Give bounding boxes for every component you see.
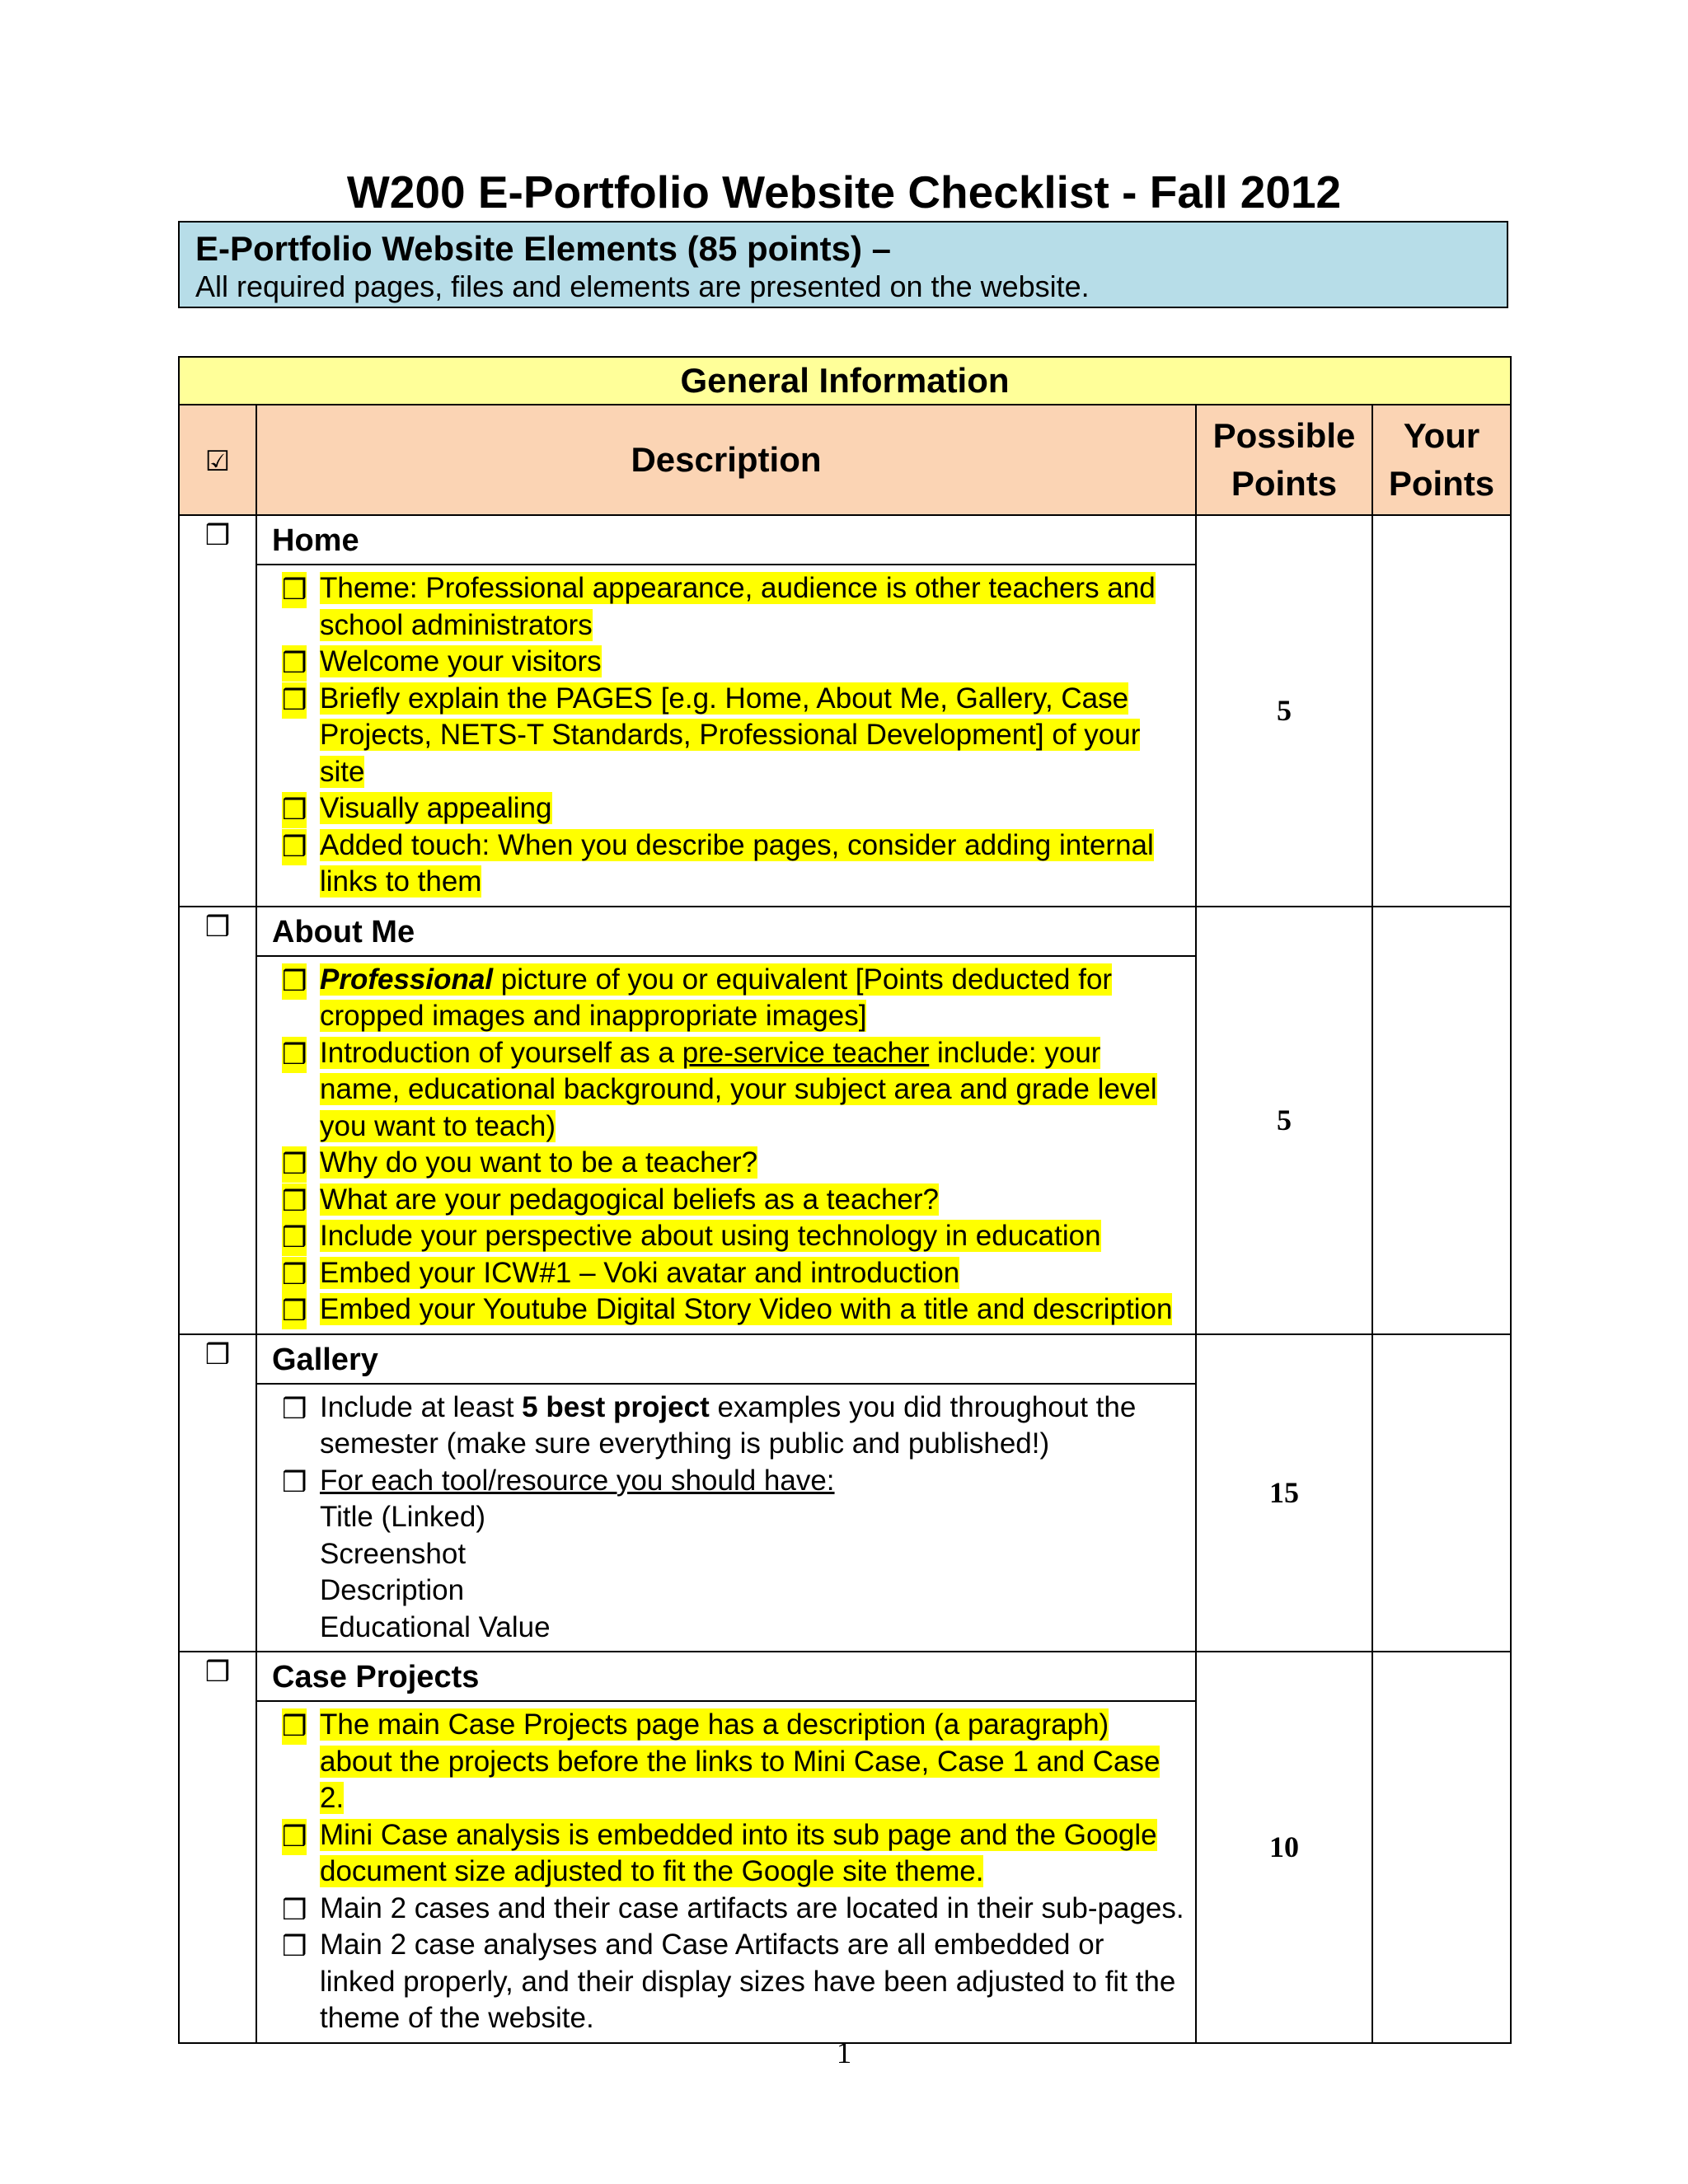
your-points-cell[interactable]: [1372, 1334, 1511, 1652]
checkbox-icon[interactable]: ❒: [282, 792, 307, 828]
list-item: [270, 1255, 1185, 1292]
checkbox-icon[interactable]: ❒: [282, 1220, 307, 1256]
item-text: [320, 1708, 1160, 1814]
item-text-body: Main 2 cases and their case artifacts are located in their sub-pages.: [320, 1891, 1184, 1924]
list-item: [270, 1927, 1185, 2037]
item-text: [320, 1257, 959, 1289]
requirement-list: [257, 565, 1195, 906]
item-text: [320, 645, 602, 677]
checkbox-icon[interactable]: ❒: [282, 963, 307, 1000]
checkbox-icon[interactable]: ❒: [282, 829, 307, 865]
item-text-body: Main 2 case analyses and Case Artifacts are all embedded or linked properly, and their display sizes have been adjusted to fit the theme of the website.: [320, 1929, 1176, 2034]
checkbox-icon[interactable]: ❒: [204, 911, 231, 943]
checkbox-icon[interactable]: ❒: [282, 1183, 307, 1220]
item-text: [320, 1391, 1136, 1460]
row-title: Gallery: [257, 1335, 1195, 1385]
checkbox-icon[interactable]: ❒: [282, 1894, 307, 1926]
item-text-body: Theme: Professional appearance, audience is other teachers and school administrators: [320, 572, 1156, 641]
checkbox-icon[interactable]: ❒: [204, 1657, 231, 1688]
row-checkbox-cell: [179, 1652, 256, 2043]
row-title: Home: [257, 516, 1195, 565]
row-description-cell: [256, 1652, 1196, 2043]
item-text: [320, 1146, 757, 1179]
header-your-points: Your Points: [1372, 405, 1511, 515]
page-number: 1: [836, 2036, 852, 2070]
your-points-cell[interactable]: [1372, 515, 1511, 907]
item-text-body: include: your name, educational background, your subject area and grade level you want to teach): [320, 1036, 1157, 1142]
item-text: [320, 1293, 1172, 1325]
banner-subtext: All required pages, files and elements are presented on the website.: [195, 269, 1090, 303]
checkbox-icon[interactable]: ❒: [282, 572, 307, 608]
item-text-lead: Introduction of yourself as a: [320, 1036, 682, 1069]
checkbox-icon[interactable]: ❒: [282, 1146, 307, 1183]
item-text-lead: Include at least: [320, 1390, 523, 1423]
list-item: [270, 1145, 1185, 1182]
item-text-body: Why do you want to be a teacher?: [320, 1146, 758, 1179]
row-description-cell: [256, 907, 1196, 1334]
checklist-row-gallery: [179, 1334, 1511, 1652]
page-title: W200 E-Portfolio Website Checklist - Fall 2012: [346, 166, 1342, 218]
your-points-cell[interactable]: [1372, 907, 1511, 1334]
item-text: [320, 829, 1154, 898]
possible-points-value: 5: [1196, 515, 1372, 907]
list-item: [270, 1817, 1185, 1891]
item-text: [320, 792, 552, 824]
possible-points-value: 10: [1196, 1652, 1372, 2043]
item-text: [320, 1929, 1175, 2034]
checked-box-icon: ☑: [204, 445, 231, 477]
list-item: [270, 1218, 1185, 1255]
item-text-body: Welcome your visitors: [320, 645, 602, 677]
list-item: [270, 827, 1185, 901]
your-points-cell[interactable]: [1372, 1652, 1511, 2043]
item-text: [320, 1465, 835, 1497]
list-item: [270, 962, 1185, 1035]
checkbox-icon[interactable]: ❒: [282, 1393, 307, 1425]
possible-points-value: 15: [1196, 1334, 1372, 1652]
item-text-body: Embed your ICW#1 – Voki avatar and introduction: [320, 1256, 960, 1289]
section-header-row: [179, 357, 1511, 405]
list-item: [270, 681, 1185, 791]
banner-heading: E-Portfolio Website Elements (85 points) –: [195, 229, 892, 268]
header-description: Description: [256, 405, 1196, 515]
item-text-body: Embed your Youtube Digital Story Video with a title and description: [320, 1293, 1173, 1325]
checklist-row-home: [179, 515, 1511, 907]
checkbox-icon[interactable]: ❒: [282, 1037, 307, 1073]
list-item: [270, 1891, 1185, 1928]
checkbox-icon[interactable]: ❒: [282, 1293, 307, 1329]
item-text-body: examples you did throughout the semester (make sure everything is public and published!): [320, 1390, 1137, 1460]
item-text-emphasis: Professional: [320, 963, 494, 996]
list-item: [270, 1035, 1185, 1146]
section-title: General Information: [179, 357, 1511, 405]
item-text-body: Include your perspective about using technology in education: [320, 1220, 1101, 1252]
item-text: [320, 963, 1112, 1033]
item-text: [320, 572, 1156, 641]
item-text-body: The main Case Projects page has a description (a paragraph) about the projects before the links to Mini Case, Case 1 and Case 2.: [320, 1708, 1160, 1814]
row-description-cell: [256, 1334, 1196, 1652]
checkbox-icon[interactable]: ❒: [282, 1257, 307, 1293]
row-title: Case Projects: [257, 1652, 1195, 1702]
row-checkbox-cell: [179, 1334, 256, 1652]
list-item: [270, 644, 1185, 681]
item-text-body: What are your pedagogical beliefs as a teacher?: [320, 1183, 940, 1216]
requirement-list: [257, 1702, 1195, 2042]
item-text: [320, 682, 1140, 788]
item-text: [320, 1819, 1157, 1888]
row-checkbox-cell: [179, 515, 256, 907]
list-item: [270, 1182, 1185, 1219]
item-text-underlined: For each tool/resource you should have:: [320, 1464, 835, 1497]
checkbox-icon[interactable]: ❒: [282, 645, 307, 682]
checkbox-icon[interactable]: ❒: [282, 1708, 307, 1745]
requirement-list: [257, 957, 1195, 1333]
item-text-bold: 5 best project: [522, 1390, 710, 1423]
row-description-cell: [256, 515, 1196, 907]
item-text-underlined: pre-service teacher: [682, 1036, 930, 1069]
item-text-body: Briefly explain the PAGES [e.g. Home, About Me, Gallery, Case Projects, NETS-T Standards, Professional Development] of your site: [320, 682, 1141, 788]
item-subline: Title (Linked): [320, 1501, 485, 1533]
checkbox-icon[interactable]: ❒: [282, 1466, 307, 1498]
checkbox-icon[interactable]: ❒: [282, 1819, 307, 1855]
item-text: [320, 1220, 1101, 1252]
item-text: [320, 1037, 1157, 1142]
checklist-table: [178, 356, 1512, 2044]
checkbox-icon[interactable]: ❒: [282, 682, 307, 719]
item-text-body: Added touch: When you describe pages, consider adding internal links to them: [320, 828, 1154, 898]
header-check-cell: [179, 405, 256, 515]
checkbox-icon[interactable]: ❒: [282, 1931, 307, 1962]
checkbox-icon[interactable]: ❒: [204, 520, 231, 551]
item-text: [320, 1892, 1184, 1924]
checkbox-icon[interactable]: ❒: [204, 1338, 231, 1371]
checklist-row-about-me: [179, 907, 1511, 1334]
possible-points-value: 5: [1196, 907, 1372, 1334]
item-text: [320, 1183, 939, 1216]
list-item: [270, 1707, 1185, 1817]
elements-banner: [178, 221, 1508, 308]
item-text-body: Visually appealing: [320, 792, 552, 824]
list-item: [270, 1390, 1185, 1463]
item-subline: Description: [320, 1574, 465, 1606]
item-subline: Educational Value: [320, 1610, 551, 1643]
row-title: About Me: [257, 907, 1195, 957]
list-item: [270, 1463, 1185, 1647]
list-item: [270, 1291, 1185, 1329]
item-subline: Screenshot: [320, 1537, 467, 1570]
requirement-list: [257, 1385, 1195, 1652]
item-text-body: picture of you or equivalent [Points deducted for cropped images and inappropriate images]: [320, 963, 1113, 1032]
header-possible-points: Possible Points: [1196, 405, 1372, 515]
column-header-row: [179, 405, 1511, 515]
item-text-body: Mini Case analysis is embedded into its sub page and the Google document size adjusted to fit the Google site theme.: [320, 1818, 1157, 1887]
row-checkbox-cell: [179, 907, 256, 1334]
checklist-row-case-projects: [179, 1652, 1511, 2043]
list-item: [270, 570, 1185, 644]
list-item: [270, 790, 1185, 827]
